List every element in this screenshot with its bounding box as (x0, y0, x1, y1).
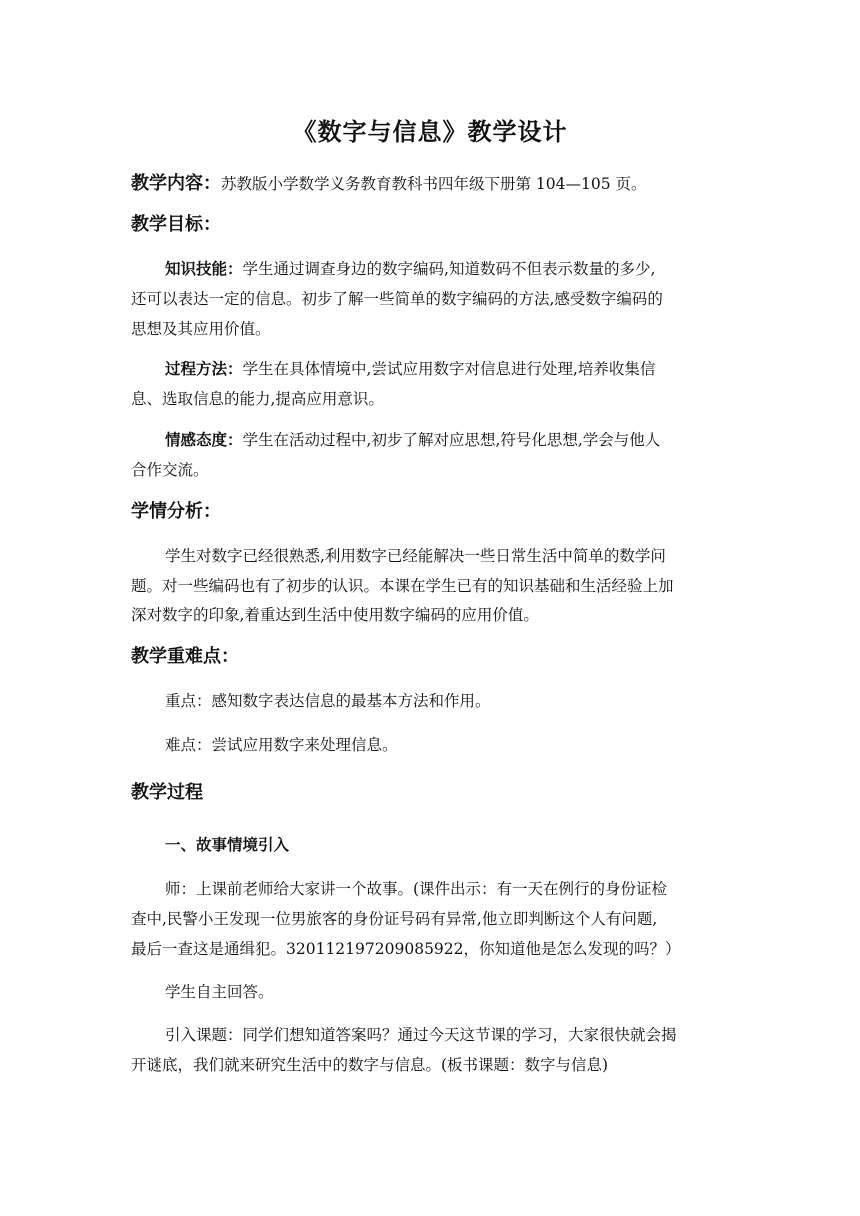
process-text-1: 学生在具体情境中,尝试应用数字对信息进行处理,培养收集信 (242, 360, 656, 378)
analysis-line-2: 题。对一些编码也有了初步的认识。本课在学生已有的知识基础和生活经验上加 (131, 577, 674, 595)
story-line-2: 查中,民警小王发现一位男旅客的身份证号码有异常,他立即判断这个人有问题, (131, 910, 658, 928)
analysis-heading: 学情分析： (131, 501, 221, 522)
knowledge-line-3: 思想及其应用价值。 (131, 320, 271, 338)
emotion-line-2: 合作交流。 (131, 461, 209, 479)
intro-line-2: 开谜底，我们就来研究生活中的数字与信息。(板书课题：数字与信息) (131, 1056, 609, 1074)
process-label: 过程方法： (165, 360, 243, 378)
emotion-text-1: 学生在活动过程中,初步了解对应思想,符号化思想,学会与他人 (242, 431, 661, 449)
knowledge-text-1: 学生通过调查身边的数字编码,知道数码不但表示数量的多少, (242, 260, 656, 278)
content-paragraph (131, 172, 731, 196)
key-point-line: 重点：感知数字表达信息的最基本方法和作用。 (165, 692, 491, 710)
goals-heading: 教学目标： (131, 214, 221, 235)
emotion-label: 情感态度： (165, 431, 243, 449)
content-label: 教学内容： (131, 173, 221, 194)
intro-line-1: 引入课题：同学们想知道答案吗？通过今天这节课的学习，大家很快就会揭 (165, 1026, 677, 1044)
knowledge-label: 知识技能： (165, 260, 243, 278)
step1-heading: 一、故事情境引入 (165, 836, 290, 854)
story-line-1: 师：上课前老师给大家讲一个故事。(课件出示：有一天在例行的身份证检 (165, 880, 668, 898)
student-answer-line: 学生自主回答。 (165, 983, 274, 1001)
analysis-line-3: 深对数字的印象,着重达到生活中使用数字编码的应用价值。 (131, 606, 539, 624)
analysis-line-1: 学生对数字已经很熟悉,利用数字已经能解决一些日常生活中简单的数学问 (165, 547, 666, 565)
document-title: 《数字与信息》教学设计 (292, 118, 568, 146)
content-text: 苏教版小学数学义务教育教科书四年级下册第 104—105 页。 (221, 175, 647, 193)
process-line-2: 息、选取信息的能力,提高应用意识。 (131, 390, 384, 408)
key-difficulty-heading: 教学重难点： (131, 646, 239, 667)
knowledge-line-2: 还可以表达一定的信息。初步了解一些简单的数字编码的方法,感受数字编码的 (131, 290, 663, 308)
emotion-line-1 (165, 428, 731, 452)
story-line-3: 最后一查这是通缉犯。320112197209085922，你知道他是怎么发现的吗？） (131, 940, 681, 958)
hard-point-line: 难点：尝试应用数字来处理信息。 (165, 736, 398, 754)
knowledge-line-1 (165, 257, 731, 281)
process-line-1 (165, 357, 731, 381)
process-heading: 教学过程 (131, 782, 203, 803)
